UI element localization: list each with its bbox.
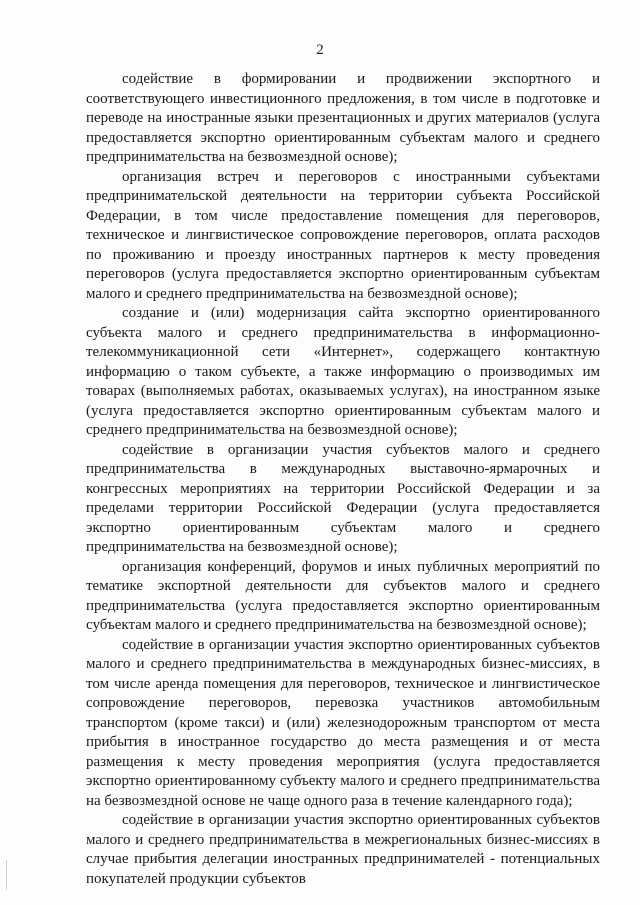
paragraph-exhibitions: содействие в организации участия субъектов малого и среднего предпринимательства в международных выставочно-ярмарочных и конгрессных мероприятиях на территории Российской Федерации и за пределами территории Российской Федерации (услуга предоставляется экспортно ориентированным субъектам малого и среднего предпринимательства на безвозмездной основе); — [86, 441, 600, 555]
paragraph-meetings-negotiations: организация встреч и переговоров с иностранными субъектами предпринимательской деятельности на территории субъекта Российской Федерации, в том числе предоставление помещения для переговоров, техническое и лингвистическое сопровождение переговоров, оплата расходов по проживанию и проезду иностранных партнеров к месту проведения переговоров (услуга предоставляется экспортно ориентированным субъектам малого и среднего предпринимательства на безвозмездной основе); — [86, 168, 600, 302]
paragraph-interregional-business-missions: содействие в организации участия экспортно ориентированных субъектов малого и среднего предпринимательства в межрегиональных бизнес-миссиях в случае прибытия делегации иностранных предпринимателей - потенциальных покупателей продукции субъектов — [86, 812, 600, 887]
paragraph-website-creation: создание и (или) модернизация сайта экспортно ориентированного субъекта малого и среднего предпринимательства в информационно-телекоммуникационной сети «Интернет», содержащего контактную информацию о таком субъекте, а также информацию о производимых им товарах (выполняемых работах, оказываемых услугах), на иностранном языке (услуга предоставляется экспортно ориентированным субъектам малого и среднего предпринимательства на безвозмездной основе); — [86, 305, 600, 438]
paragraph-conferences: организация конференций, форумов и иных публичных мероприятий по тематике экспортной деятельности для субъектов малого и среднего предпринимательства (услуга предоставляется экспортно ориентированным субъектам малого и среднего предпринимательства на безвозмездной основе); — [86, 558, 600, 633]
page-number: 2 — [316, 42, 324, 58]
paragraph-export-offer: содействие в формировании и продвижении экспортного и соответствующего инвестиционного предложения, в том числе в подготовке и переводе на иностранные языки презентационных и других материалов (услуга предоставляется экспортно ориентированным субъектам малого и среднего предпринимательства на безвозмездной основе); — [86, 71, 600, 165]
paragraph-international-business-missions: содействие в организации участия экспортно ориентированных субъектов малого и среднего предпринимательства в международных бизнес-миссиях, в том числе аренда помещения для переговоров, техническое и лингвистическое сопровождение переговоров, перевозка участников автомобильным транспортом (кроме такси) и (или) железнодорожным транспортом от места прибытия в иностранное государство до места размещения и от места размещения к месту проведения мероприятия (услуга предоставляется экспортно ориентированному субъекту малого и среднего предпринимательства на безвозмездной основе не чаще одного раза в течение календарного года); — [86, 636, 600, 809]
scan-edge-mark — [6, 860, 7, 890]
document-body — [86, 70, 600, 889]
